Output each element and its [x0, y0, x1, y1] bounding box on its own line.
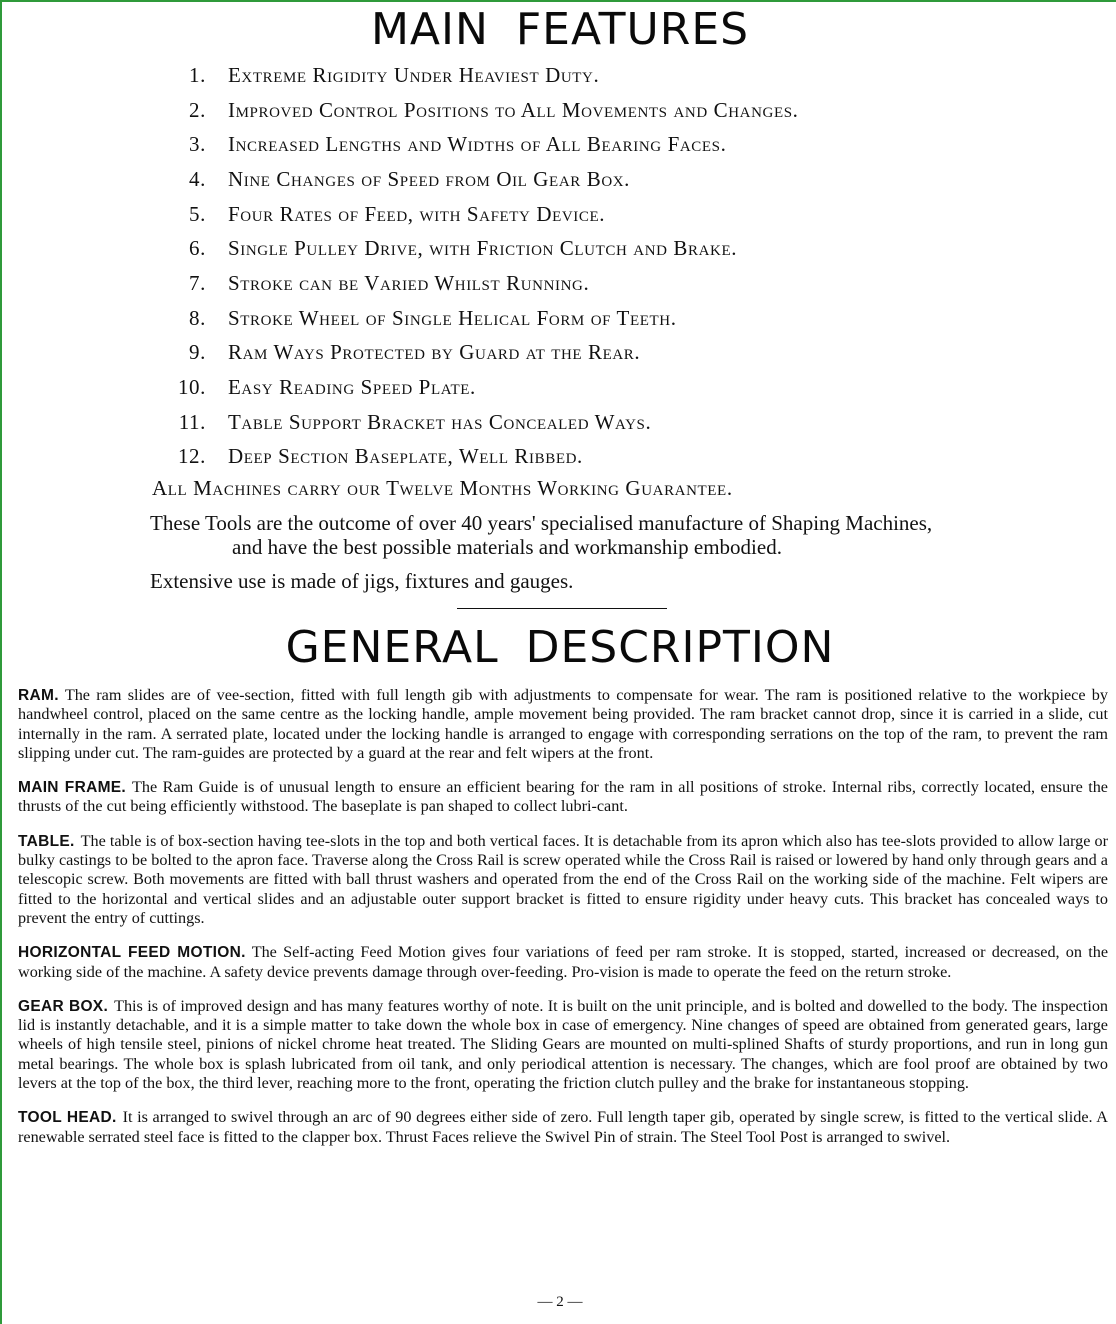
description-sections	[18, 686, 1108, 1162]
feature-text: Stroke can be Varied Whilst Running.	[228, 270, 590, 295]
section-ram	[18, 686, 1108, 763]
feature-text: Deep Section Baseplate, Well Ribbed.	[228, 444, 583, 469]
section-lead: MAIN FRAME.	[18, 779, 127, 797]
feature-number: 4.	[189, 166, 206, 191]
feature-number: 11.	[178, 409, 206, 434]
outcome-line-1: These Tools are the outcome of over 40 years' specialised manufacture of Shaping Machines,	[150, 511, 933, 535]
feature-text: Table Support Bracket has Concealed Ways.	[228, 409, 652, 434]
section-gear-box	[18, 997, 1108, 1093]
feature-text: Improved Control Positions to All Movements and Changes.	[228, 97, 799, 122]
section-table	[18, 832, 1108, 928]
feature-item	[152, 162, 1092, 197]
section-lead: TOOL HEAD.	[18, 1109, 117, 1127]
feature-item	[152, 336, 1092, 371]
feature-number: 9.	[189, 340, 206, 365]
feature-item	[152, 440, 1092, 475]
section-main-frame	[18, 778, 1108, 817]
outcome-line-2: and have the best possible materials and workmanship embodied.	[232, 535, 782, 559]
section-tool-head	[18, 1108, 1108, 1147]
feature-text: Four Rates of Feed, with Safety Device.	[228, 201, 606, 226]
section-lead: RAM.	[18, 687, 59, 704]
section-text: The ram slides are of vee-section, fitted with full length gib with adjustments to compensate for wear. The ram is positioned relative to the workpiece by handwheel control, placed on the same centre as the locking handle, ample movement being provided. The ram bracket cannot drop, since it is carried in a slide, cut internally in the ram. A serrated plate, located under the locking handle is arranged to engage with corresponding serrations on the top of the ram, to prevent the ram slipping under cut. The ram-guides are protected by a guard at the rear and felt wipers at the front.	[18, 686, 1108, 762]
guarantee-line: All Machines carry our Twelve Months Working Guarantee.	[152, 476, 733, 500]
section-text: The Self-acting Feed Motion gives four variations of feed per ram stroke. It is stopped, started, increased or decreased, on the working side of the machine. A safety device prevents damage through over-feeding. Pro-vision is made to operate the feed on the return stroke.	[18, 943, 1108, 981]
feature-text: Stroke Wheel of Single Helical Form of Teeth.	[228, 305, 677, 330]
outcome-paragraph	[150, 511, 1110, 559]
feature-number: 2.	[189, 97, 206, 122]
feature-text: Easy Reading Speed Plate.	[228, 375, 476, 400]
feature-text: Nine Changes of Speed from Oil Gear Box.	[228, 166, 631, 191]
feature-number: 1.	[189, 62, 206, 87]
page-number: — 2 —	[537, 1294, 583, 1310]
feature-item	[152, 58, 1092, 93]
section-text: It is arranged to swivel through an arc of 90 degrees either side of zero. Full length taper gib, operated by single screw, is fitted to the vertical slide. A renewable serrated steel face is fitted to the clapper box. Thrust Faces relieve the Swivel Pin of strain. The Steel Tool Post is arranged to swivel.	[18, 1108, 1108, 1146]
section-lead: GEAR BOX.	[18, 997, 109, 1015]
feature-number: 3.	[189, 132, 206, 157]
feature-item	[152, 93, 1092, 128]
feature-text: Increased Lengths and Widths of All Bearing Faces.	[228, 132, 727, 157]
feature-number: 6.	[189, 236, 206, 261]
feature-item	[152, 301, 1092, 336]
feature-number: 10.	[177, 375, 206, 400]
feature-text: Ram Ways Protected by Guard at the Rear.	[228, 340, 641, 365]
section-text: The table is of box-section having tee-slots in the top and both vertical faces. It is detachable from its apron which also has tee-slots provided to allow large or bulky castings to be bolted to the apron face. Traverse along the Cross Rail is screw operated while the Cross Rail is raised or lowered by hand only through gears and a telescopic screw. Both movements are fitted with ball thrust washers and operated from the end of the Cross Rail on the working side of the machine. Felt wipers are fitted to the horizontal and vertical slides and an adjustable outer support bracket is fitted to ensure rigidity under heavy cuts. This bracket has concealed ways to prevent the entry of cuttings.	[18, 831, 1108, 927]
section-text: The Ram Guide is of unusual length to ensure an efficient bearing for the ram in all positions of stroke. Internal ribs, correctly located, ensure the thrusts of the cut being efficiently withstood. The baseplate is pan shaped to collect lubri-cant.	[18, 778, 1108, 816]
feature-number: 12.	[177, 444, 206, 469]
section-divider	[457, 608, 667, 609]
feature-number: 5.	[189, 201, 206, 226]
jigs-line: Extensive use is made of jigs, fixtures and gauges.	[150, 569, 574, 593]
feature-number: 8.	[189, 305, 206, 330]
features-list	[152, 58, 1092, 474]
feature-item	[152, 197, 1092, 232]
feature-item	[152, 405, 1092, 440]
feature-text: Single Pulley Drive, with Friction Clutch and Brake.	[228, 236, 738, 261]
section-lead: TABLE.	[18, 832, 75, 850]
main-features-heading: MAIN FEATURES	[370, 4, 750, 55]
feature-item	[152, 370, 1092, 405]
feature-item	[152, 266, 1092, 301]
feature-number: 7.	[189, 270, 206, 295]
feature-item	[152, 231, 1092, 266]
feature-text: Extreme Rigidity Under Heaviest Duty.	[228, 62, 600, 87]
section-text: This is of improved design and has many features worthy of note. It is built on the unit principle, and is bolted and dowelled to the body. The inspection lid is instantly detachable, and it is a simple matter to take down the whole box in case of emergency. Nine changes of speed are obtained from generated gears, large wheels of high tensile steel, pinions of nickel chrome heat treated. The Sliding Gears are mounted on multi-splined Shafts of sturdy proportions, and run in long gun metal bearings. The whole box is splash lubricated from oil tank, and only periodical attention is necessary. The changes, which are fool proof are obtained by two levers at the top of the box, the third lever, reaching more to the front, operating the friction clutch pulley and the brake for instantaneous stopping.	[18, 996, 1109, 1093]
section-horizontal-feed-motion	[18, 943, 1108, 982]
general-description-heading: GENERAL DESCRIPTION	[285, 622, 835, 673]
section-lead: HORIZONTAL FEED MOTION.	[18, 944, 246, 962]
feature-item	[152, 127, 1092, 162]
